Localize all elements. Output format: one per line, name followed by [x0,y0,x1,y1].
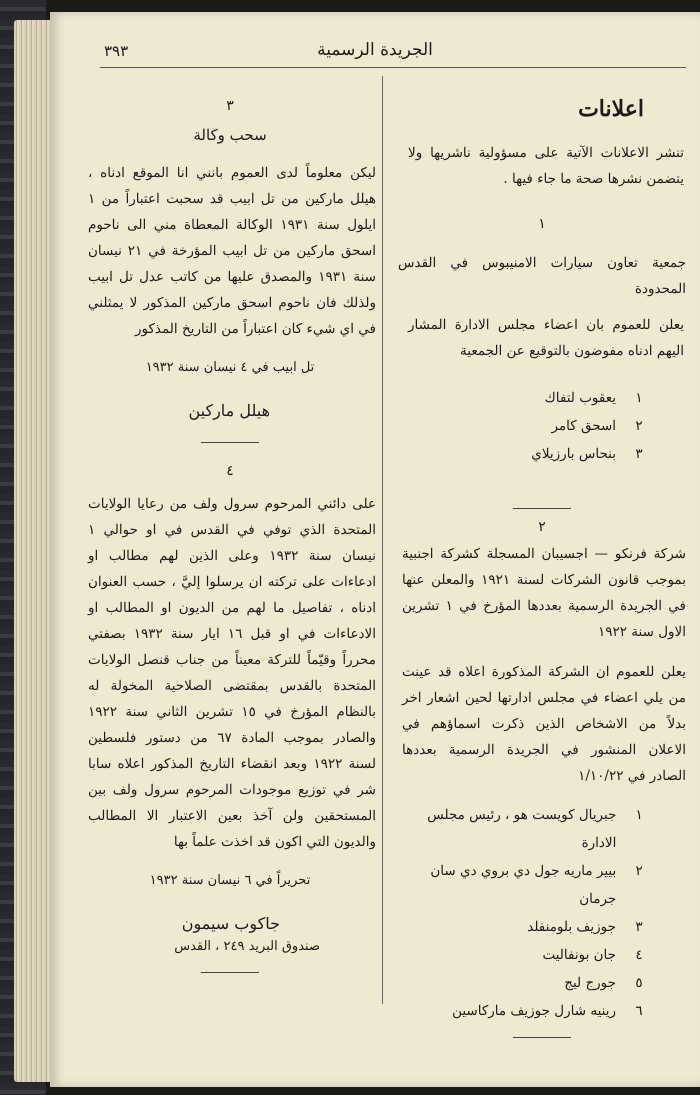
notice-1-text: يعلن للعموم بان اعضاء مجلس الادارة المشار اليهم ادناه مفوضون بالتوقيع عن الجمعية [408,317,684,359]
list-item: ١ جبريال كويست هو ، رئيس مجلس الادارة [427,807,643,851]
notice-3-date: تل ابيب في ٤ نيسان سنة ١٩٣٢ [145,360,315,375]
notice-3-heading: سحب وكالة [193,126,267,144]
list-item: ٤ جان بونفاليت [542,947,643,963]
page-edges [14,20,54,1082]
notice-2-number: ٢ [538,519,546,535]
separator [513,508,571,509]
separator [201,442,259,443]
page-number: ٣٩٣ [104,42,129,60]
left-column [80,76,380,973]
notice-3-number: ٣ [226,98,234,114]
notice-3-signature: هيلل ماركين [188,401,270,420]
notice-1-list [392,384,692,468]
list-item: ٢ بيير ماريه جول دي بروي دي سان جرمان [430,863,643,907]
list-item: ٥ جورج ليج [564,975,643,991]
separator [201,972,259,973]
notice-2-text1: شركة فرنكو — اجسيبان المسجلة كشركة اجنبية بموجب قانون الشركات لسنة ١٩٢١ والمعلن عنها في الجريدة الرسمية بعددها المؤرخ في ١ تشرين الاول سنة ١٩٢٢ [402,546,687,640]
notice-1-heading: جمعية تعاون سيارات الامنيبوس في القدس المحدودة [398,255,686,297]
separator [513,1037,571,1038]
column-divider [382,76,383,1004]
section-title: اعلانات [578,96,644,122]
gazette-page [50,12,700,1087]
list-item: ٣ جوزيف بلومنفلد [527,919,643,935]
notice-3-text: ليكن معلوماً لدى العموم بانني انا الموقع ادناه ، هيلل ماركين من تل ابيب قد سحبت اعتباراً من ١ ايلول سنة ١٩٣١ الوكالة المعطاة مني الى ناحوم اسحق ماركين من تل ابيب المؤرخة في ٢١ نيسان سنة ١٩٣١ والمصدق عليها من كاتب عدل تل ابيب ولذلك فان ناحوم اسحق ماركين المذكور لا يمثلني في اي شيء كان اعتباراً من التاريخ المذكور [88,165,376,337]
notice-4-number: ٤ [226,463,234,479]
notice-4-date: تحريراً في ٦ نيسان سنة ١٩٣٢ [149,873,311,888]
list-item: ٢ اسحق كامر [551,418,643,434]
list-item: ٦ رينيه شارل جوزيف ماركاسين [452,1003,643,1019]
list-item: ٣ بنحاس بارزيلاي [531,446,643,462]
page-title: الجريدة الرسمية [317,40,433,60]
notice-1-number: ١ [538,216,546,232]
notice-2-list [392,801,692,1025]
intro-text: تنشر الاعلانات الآتية على مسؤولية ناشريها ولا يتضمن نشرها صحة ما جاء فيها . [408,145,684,187]
notice-4-text: على دائني المرحوم سرول ولف من رعايا الولايات المتحدة الذي توفي في القدس في او حوالي ١ نيسان سنة ١٩٣٢ وعلى الذين لهم مطالب او ادعاءات على تركته ان يرسلوا إليَّ ، حسب العنوان ادناه ، تفاصيل ما لهم من الديون او المطالب او الادعاءات في او قبل ١٦ ايار سنة ١٩٣٢ بصفتي محرراً وقيّماً للتركة معيناً من جناب قنصل الولايات المتحدة بالقدس بمقتضى الصلاحية المخولة له بالنظام المؤرخ في ١٥ تشرين الثاني سنة ١٩٢٢ والصادر بموجب المادة ٦٧ من دستور فلسطين لسنة ١٩٢٢ وبعد انقضاء التاريخ المذكور اعلاه سابا شر في توزيع موجودات المرحوم سرول ولف بين المستحقين ولن آخذ بعين الاعتبار الا المطالب والديون التي اكون قد اخذت علماً بها [88,496,377,850]
list-item: ١ يعقوب لتفاك [544,390,643,406]
notice-2-text2: يعلن للعموم ان الشركة المذكورة اعلاه قد عينت من يلي اعضاء في مجلس ادارتها لحين اشعار اخر بدلاً من الاشخاص الذين ذكرت اسماؤهم في الاعلان المنشور في الجريدة الرسمية بعددها الصادر في ١/١٠/٢٢ [402,664,686,784]
right-column [392,76,692,1038]
header-rule [100,67,686,68]
notice-4-signature: جاكوب سيمون [181,914,280,933]
notice-4-address: صندوق البريد ٢٤٩ ، القدس [174,939,320,954]
